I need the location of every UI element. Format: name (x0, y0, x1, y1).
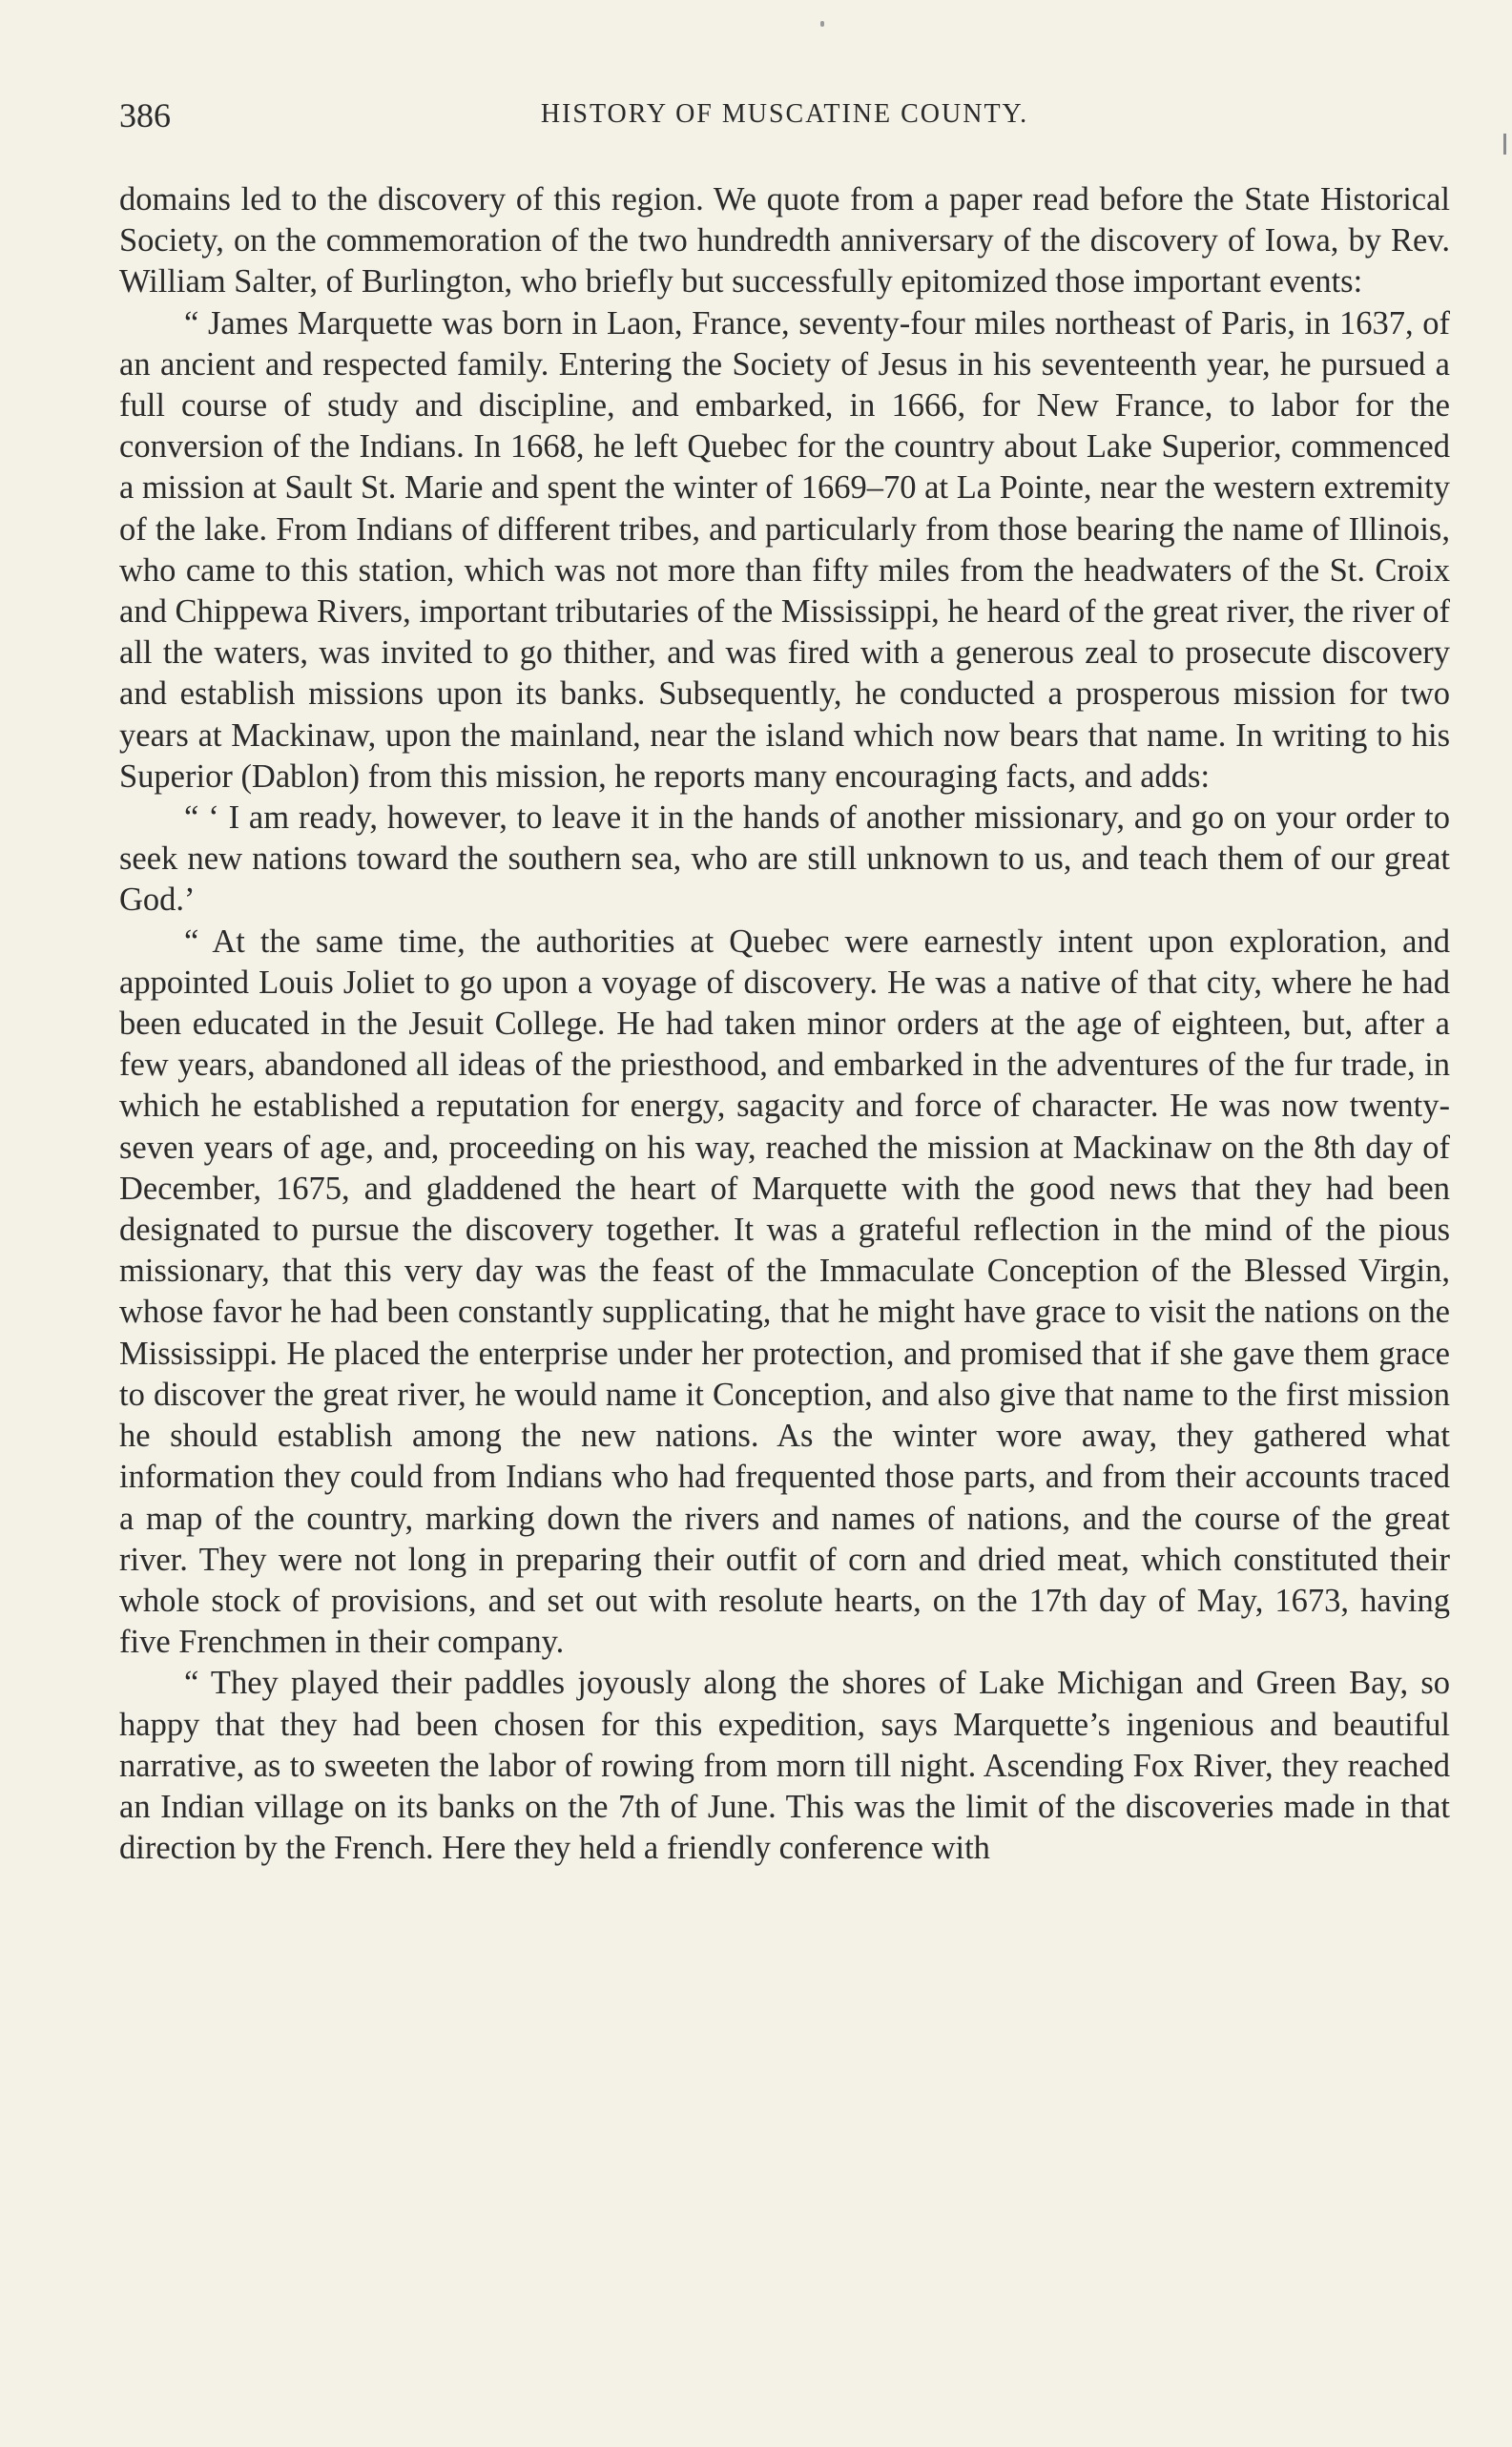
page-header (119, 95, 1450, 134)
page-edge-mark (1503, 134, 1506, 155)
paragraph-joliet-expedition: “ At the same time, the authorities at Quebec were earnestly intent upon exploration, and appointed Louis Joliet to go upon a voyage of discovery. He was a native of that city, where he had been educated in the Jesuit College. He had taken minor orders at the age of eighteen, but, after a few years, abandoned all ideas of the priesthood, and embarked in the adventures of the fur trade, in which he established a reputation for energy, sagacity and force of character. He was now twenty-seven years of age, and, proceeding on his way, reached the mission at Mackinaw on the 8th day of December, 1675, and gladdened the heart of Marquette with the good news that they had been designated to pursue the discovery together. It was a grateful reflection in the mind of the pious missionary, that this very day was the feast of the Immaculate Conception of the Blessed Virgin, whose favor he had been constantly supplicating, that he might have grace to visit the nations on the Mississippi. He placed the enterprise under her protection, and promised that if she gave them grace to discover the great river, he would name it Conception, and also give that name to the first mission he should establish among the new nations. As the winter wore away, they gathered what information they could from Indians who had frequented those parts, and from their accounts traced a map of the country, marking down the rivers and names of nations, and the course of the great river. They were not long in preparing their outfit of corn and dried meat, which constituted their whole stock of provisions, and set out with resolute hearts, on the 17th day of May, 1673, having five Frenchmen in their company. (119, 923, 1450, 1661)
paragraph-marquette-biography: “ James Marquette was born in Laon, France, seventy-four miles northeast of Paris, in 1637, of an ancient and respected family. Entering the Society of Jesus in his seventeenth year, he pursued a full course of study and discipline, and embarked, in 1666, for New France, to labor for the conversion of the Indians. In 1668, he left Quebec for the country about Lake Superior, commenced a mission at Sault St. Marie and spent the winter of 1669–70 at La Pointe, near the western extremity of the lake. From Indians of different tribes, and particularly from those bearing the name of Illinois, who came to this station, which was not more than fifty miles from the headwaters of the St. Croix and Chippewa Rivers, important tributaries of the Mississippi, he heard of the great river, the river of all the waters, was invited to go thither, and was fired with a generous zeal to prosecute discovery and establish missions upon its banks. Subsequently, he conducted a prosperous mission for two years at Mackinaw, upon the mainland, near the island which now bears that name. In writing to his Superior (Dablon) from this mission, he reports many encouraging facts, and adds: (119, 304, 1451, 795)
print-speck (820, 21, 824, 27)
paragraph-lake-michigan-journey: “ They played their paddles joyously along the shores of Lake Michigan and Green Bay, so happy that they had been chosen for this expedition, says Marquette’s ingenious and beautiful narrative, as to sweeten the labor of rowing from morn till night. Ascending Fox River, they reached an Indian village on its banks on the 7th of June. This was the limit of the discoveries made in that direction by the French. Here they held a friendly conference with (119, 1665, 1450, 1867)
page-number: 386 (119, 96, 171, 135)
paragraph-marquette-quote: “ ‘ I am ready, however, to leave it in the hands of another missionary, and go on your order to seek new nations toward the southern sea, who are still unknown to us, and teach them of our great God.’ (119, 799, 1450, 919)
running-head: HISTORY OF MUSCATINE COUNTY. (540, 99, 1029, 129)
body-text (119, 179, 1450, 1869)
paragraph-continuation: domains led to the discovery of this region. We quote from a paper read before the State Historical Society, on the commemoration of the two hundredth anniversary of the discovery of Iowa, by Rev. William Salter, of Burlington, who briefly but successfully epitomized those important events: (119, 181, 1450, 301)
